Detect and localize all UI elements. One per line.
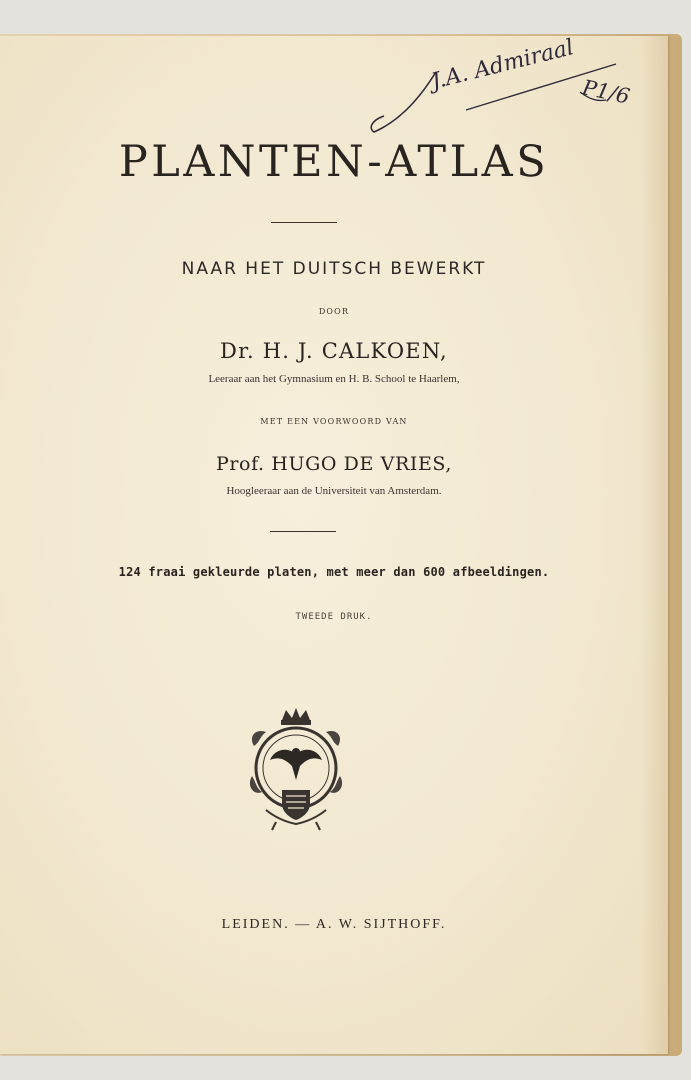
publisher-crest-icon (246, 706, 346, 832)
plates-note: 124 fraai gekleurde platen, met meer dan 600 afbeeldingen. (118, 565, 550, 579)
book-title: PLANTEN-ATLAS (118, 137, 550, 187)
author-description: Leeraar aan het Gymnasium en H. B. School te Haarlem, (208, 373, 460, 385)
divider-bottom (270, 531, 336, 532)
page-shadow (640, 36, 668, 1054)
foreword-label: MET EEN VOORWOORD VAN (260, 417, 408, 426)
divider-top (271, 222, 337, 223)
foreword-author: Prof. HUGO DE VRIES, (215, 453, 453, 475)
publisher-imprint: LEIDEN. — A. W. SIJTHOFF. (221, 917, 447, 932)
by-label: DOOR (318, 307, 350, 316)
handwritten-code: P1/6 (580, 75, 632, 109)
handwritten-name: J.A. Admiraal (428, 35, 577, 95)
subtitle: NAAR HET DUITSCH BEWERKT (181, 259, 487, 279)
foreword-author-description: Hoogleeraar aan de Universiteit van Amsterdam. (226, 485, 442, 497)
edition-label: TWEEDE DRUK. (295, 612, 373, 622)
author-name: Dr. H. J. CALKOEN, (220, 339, 448, 363)
handwritten-annotation (366, 35, 636, 138)
title-page (0, 36, 668, 1054)
